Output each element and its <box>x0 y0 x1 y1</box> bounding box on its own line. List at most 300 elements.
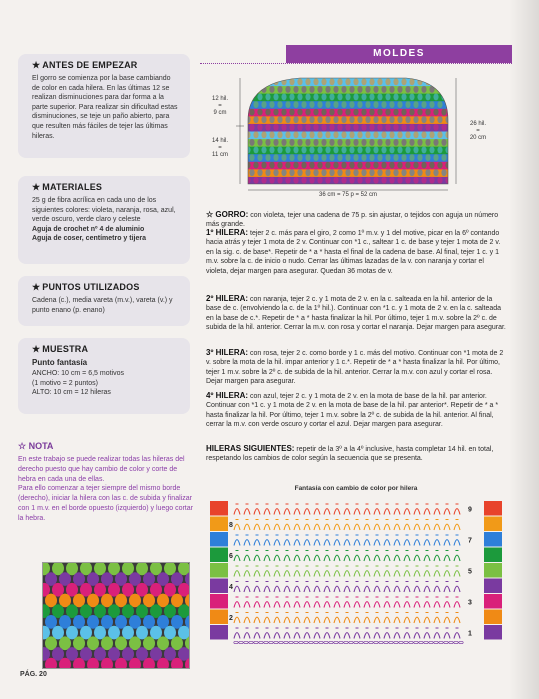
chart-stitch <box>424 597 430 608</box>
hat-stitch <box>289 124 294 131</box>
chart-row-number: 5 <box>468 568 472 576</box>
chart-stitch <box>254 566 260 577</box>
hat-stitch <box>441 154 446 161</box>
chart-stitch <box>324 613 330 624</box>
star-outline-icon: ☆ <box>206 210 216 219</box>
hat-stitch <box>397 162 402 169</box>
hat-stitch <box>333 131 338 138</box>
chart-chain-stitch <box>359 641 363 643</box>
hat-stitch <box>401 154 406 161</box>
chart-chain-stitch <box>369 641 373 643</box>
chart-stitch <box>444 597 450 608</box>
chart-chain-stitch <box>389 641 393 643</box>
chart-stitch <box>344 613 350 624</box>
hat-stitch <box>369 154 374 161</box>
hat-stitch <box>293 86 298 93</box>
hat-stitch <box>421 131 426 138</box>
chart-color-bar-left <box>210 563 228 578</box>
chart-stitch <box>384 582 390 593</box>
nota-text1: En este trabajo se puede realizar todas las hileras del derecho puesto que hay cambio de color y corte de hebra en cada una de ellas. <box>18 456 185 483</box>
hat-stitch <box>421 101 426 108</box>
chart-stitch <box>434 504 440 515</box>
chart-row-number: 6 <box>229 552 233 560</box>
hat-stitch <box>317 177 322 184</box>
chart-stitch <box>384 520 390 531</box>
chart-stitch <box>324 597 330 608</box>
hat-stitch <box>309 131 314 138</box>
hat-stitch <box>341 116 346 123</box>
hat-stitch <box>293 162 298 169</box>
chart-row-number: 4 <box>229 583 233 591</box>
chart-stitch <box>344 582 350 593</box>
hat-stitch <box>425 93 430 100</box>
dim-top-left-3: 9 cm <box>213 110 227 116</box>
chart-stitch <box>414 613 420 624</box>
hilera4-text: con azul, tejer 2 c. y 1 mota de 2 v. en la mota de base de la hil. par anterior. Continuar con *1 c. y 1 mota de 2 v. en la mota de base de la hil. par anterior*. Repetir de * a * hasta finalizar la hil. Por último, tejer 1 m.v. sobre la 2º c. de subida de la hil. anterior. Al final, cerrar la m.v. con verde oscuro y cortar el azul. Dejar margen para asegurar. <box>206 393 499 429</box>
chart-stitch <box>344 551 350 562</box>
chart-stitch <box>294 628 300 639</box>
chart-chain-stitch <box>429 641 433 643</box>
hat-stitch <box>349 101 354 108</box>
hat-stitch <box>249 169 254 176</box>
hilera3-text: con rosa, tejer 2 c. como borde y 1 c. más del motivo. Continuar con *1 mota de 2 v. sobre la mota de la hil. impar anterior y 1 c.*. Repetir de * a * hasta finalizar la hil. Por último, tejer 1 m.v. sobre la 2º c. de subida de la hil. anterior. Cerrar la m.v. con azul y cortar el rosa. Dejar margen para asegurar. <box>206 350 504 386</box>
chart-chain-stitch <box>394 641 398 643</box>
chart-stitch <box>324 582 330 593</box>
hat-stitch <box>409 109 414 116</box>
hat-stitch <box>397 116 402 123</box>
hat-stitch <box>289 169 294 176</box>
hat-stitch <box>297 154 302 161</box>
chart-stitch <box>304 582 310 593</box>
hat-stitch <box>393 124 398 131</box>
chart-stitch <box>324 566 330 577</box>
hat-stitch <box>253 116 258 123</box>
hat-stitch <box>277 162 282 169</box>
chart-stitch <box>334 582 340 593</box>
hat-stitch <box>349 162 354 169</box>
chart-stitch <box>274 582 280 593</box>
chart-stitch <box>264 597 270 608</box>
hat-stitch <box>249 124 254 131</box>
chart-stitch <box>264 551 270 562</box>
hat-stitch <box>341 131 346 138</box>
chart-stitch <box>354 535 360 546</box>
chart-stitch <box>434 535 440 546</box>
chart-stitch <box>454 582 460 593</box>
chart-chain-stitch <box>309 641 313 643</box>
chart-chain-stitch <box>459 641 463 643</box>
hat-stitch <box>417 124 422 131</box>
hat-stitch <box>325 86 330 93</box>
hat-stitch <box>349 86 354 93</box>
hat-stripes <box>240 78 460 185</box>
hat-stitch <box>369 169 374 176</box>
hilera4-title: 4º HILERA: <box>206 391 249 400</box>
hat-stitch <box>253 177 258 184</box>
hileras-siguientes-text: repetir de la 3º a la 4º inclusive, hasta completar 14 hil. en total, respetando los cambios de color según la secuencia que se presenta. <box>206 446 494 463</box>
chart-stitch <box>384 551 390 562</box>
hat-stitch <box>317 86 322 93</box>
swatch-photo <box>42 562 190 669</box>
chart-color-bar-right <box>484 517 502 532</box>
muestra-line1: ANCHO: 10 cm = 6,5 motivos <box>32 370 125 377</box>
chart-stitch <box>264 504 270 515</box>
chart-stitch <box>294 582 300 593</box>
chart-row-number: 1 <box>468 630 472 638</box>
chart-stitch <box>384 613 390 624</box>
hat-stitch <box>437 86 442 93</box>
hat-stitch <box>413 116 418 123</box>
chart-stitch <box>334 566 340 577</box>
chart-stitch <box>284 551 290 562</box>
chart-stitch <box>404 504 410 515</box>
chart-stitch <box>364 535 370 546</box>
hat-stitch <box>429 101 434 108</box>
hat-stitch <box>333 146 338 153</box>
chart-chain-stitch <box>399 641 403 643</box>
chart-stitch <box>324 520 330 531</box>
hat-stitch <box>393 109 398 116</box>
chart-stitch <box>274 504 280 515</box>
hat-stitch <box>337 78 342 85</box>
chart-stitch <box>304 628 310 639</box>
hat-stitch <box>301 146 306 153</box>
chart-stitch <box>234 613 240 624</box>
chart-stitch <box>284 520 290 531</box>
hat-stitch <box>345 139 350 146</box>
chart-stitch <box>354 582 360 593</box>
hat-stitch <box>433 78 438 85</box>
hat-stitch <box>381 146 386 153</box>
star-icon: ★ <box>32 60 41 70</box>
puntos-text: Cadena (c.), media vareta (m.v.), vareta (v.) y punto enano (p. enano) <box>32 297 173 314</box>
chart-color-bar-right <box>484 563 502 578</box>
chart-stitch <box>404 566 410 577</box>
hat-stitch <box>321 154 326 161</box>
hat-stitch <box>329 124 334 131</box>
hat-stitch <box>369 139 374 146</box>
chart-stitch <box>414 535 420 546</box>
hat-stitch <box>301 177 306 184</box>
chart-color-bar-left <box>210 579 228 594</box>
hilera2-title: 2º HILERA: <box>206 294 249 303</box>
chart-stitch <box>314 504 320 515</box>
hat-stitch <box>325 116 330 123</box>
chart-color-bar-left <box>210 548 228 563</box>
hat-stitch <box>245 86 250 93</box>
hat-stitch <box>257 154 262 161</box>
hat-stitch <box>405 116 410 123</box>
hat-stitch <box>273 154 278 161</box>
hat-stitch <box>409 154 414 161</box>
hat-stitch <box>365 162 370 169</box>
chart-title: Fantasía con cambio de color por hilera <box>294 485 418 492</box>
chart-stitch <box>244 551 250 562</box>
hat-stitch <box>385 139 390 146</box>
materiales-line2: Aguja de crochet nº 4 de aluminio <box>32 225 145 233</box>
hat-stitch <box>321 124 326 131</box>
chart-stitch <box>374 535 380 546</box>
hat-stitch <box>349 116 354 123</box>
chart-chain-stitch <box>324 641 328 643</box>
hat-stitch <box>305 93 310 100</box>
hat-stitch <box>405 131 410 138</box>
chart-stitch <box>284 566 290 577</box>
chart-stitch <box>284 535 290 546</box>
chart-stitch <box>444 582 450 593</box>
hat-stitch <box>329 154 334 161</box>
hat-stitch <box>301 86 306 93</box>
hat-stitch <box>373 131 378 138</box>
hat-stitch <box>261 177 266 184</box>
hat-stitch <box>325 101 330 108</box>
chart-stitch <box>454 504 460 515</box>
hat-stitch <box>285 131 290 138</box>
chart-chain-stitch <box>279 641 283 643</box>
hat-stitch <box>385 154 390 161</box>
hat-stitch <box>285 162 290 169</box>
hat-stitch <box>389 116 394 123</box>
chart-color-bar-right <box>484 594 502 609</box>
puntos-box <box>18 276 190 326</box>
hat-stitch <box>365 86 370 93</box>
chart-stitch <box>274 613 280 624</box>
hat-stitch <box>265 93 270 100</box>
hat-stitch <box>345 78 350 85</box>
hat-stitch <box>349 146 354 153</box>
hat-stitch <box>317 162 322 169</box>
chart-stitch <box>364 628 370 639</box>
chart-chain-stitch <box>259 641 263 643</box>
chart-stitch <box>374 551 380 562</box>
gorro-section <box>206 210 506 230</box>
hat-stitch <box>405 86 410 93</box>
moldes-header: MOLDES <box>286 45 512 63</box>
hileras-siguientes-section <box>206 444 506 464</box>
hat-stitch <box>333 177 338 184</box>
chart-stitch <box>334 551 340 562</box>
hat-stitch <box>373 146 378 153</box>
chart-stitch <box>274 535 280 546</box>
hat-stitch <box>437 131 442 138</box>
hat-stitch <box>425 78 430 85</box>
hat-stitch <box>433 139 438 146</box>
chart-stitch <box>294 535 300 546</box>
chart-stitch <box>254 535 260 546</box>
hat-stitch <box>281 154 286 161</box>
chart-stitch <box>244 504 250 515</box>
chart-stitch <box>374 613 380 624</box>
chart-chain-stitch <box>419 641 423 643</box>
hat-stitch <box>413 146 418 153</box>
chart-stitch <box>284 613 290 624</box>
hat-stitch <box>305 139 310 146</box>
hat-stitch <box>337 169 342 176</box>
chart-stitch <box>294 551 300 562</box>
chart-stitch <box>454 520 460 531</box>
chart-chain-stitch <box>449 641 453 643</box>
chart-stitch <box>424 520 430 531</box>
hat-stitch <box>293 177 298 184</box>
hat-stitch <box>321 93 326 100</box>
hat-stitch <box>353 169 358 176</box>
hilera1-section <box>206 228 506 276</box>
hat-stitch <box>417 169 422 176</box>
chart-stitch <box>404 613 410 624</box>
chart-color-bar-right <box>484 501 502 516</box>
chart-stitch <box>364 613 370 624</box>
hat-stitch <box>305 78 310 85</box>
hat-stitch <box>309 162 314 169</box>
hat-stitch <box>413 177 418 184</box>
chart-chain-stitch <box>319 641 323 643</box>
chart-stitch <box>424 566 430 577</box>
chart-stitch <box>404 628 410 639</box>
chart-stitch <box>374 628 380 639</box>
hat-stitch <box>317 131 322 138</box>
hat-stitch <box>425 154 430 161</box>
chart-chain-stitch <box>299 641 303 643</box>
hat-stitch <box>389 131 394 138</box>
hat-stitch <box>297 109 302 116</box>
hat-stitch <box>413 131 418 138</box>
chart-stitch <box>414 551 420 562</box>
chart-stitch <box>404 520 410 531</box>
nota-section <box>18 441 193 524</box>
hat-stitch <box>285 101 290 108</box>
hat-stitch <box>365 131 370 138</box>
hat-stitch <box>441 124 446 131</box>
chart-stitch <box>234 582 240 593</box>
hat-stitch <box>337 93 342 100</box>
hat-stitch <box>313 109 318 116</box>
hat-stitch <box>421 177 426 184</box>
hat-stitch <box>313 93 318 100</box>
hat-stitch <box>265 169 270 176</box>
chart-stitch <box>344 566 350 577</box>
hat-stitch <box>381 131 386 138</box>
chart-chain-stitch <box>264 641 268 643</box>
chart-stitch <box>434 597 440 608</box>
chart-stitch <box>454 613 460 624</box>
hat-stitch <box>397 131 402 138</box>
hat-stitch <box>361 139 366 146</box>
chart-stitch <box>354 628 360 639</box>
chart-stitch <box>454 628 460 639</box>
hat-stitch <box>281 139 286 146</box>
hat-stitch <box>297 78 302 85</box>
chart-stitch <box>424 504 430 515</box>
hat-stitch <box>369 93 374 100</box>
hat-stitch <box>405 146 410 153</box>
hat-stitch <box>429 177 434 184</box>
muestra-box <box>18 338 190 414</box>
hat-stitch <box>429 146 434 153</box>
hat-stitch <box>437 146 442 153</box>
hat-stitch <box>373 86 378 93</box>
chart-stitch <box>294 520 300 531</box>
hat-stitch <box>281 78 286 85</box>
muestra-subtitle: Punto fantasía <box>32 358 88 367</box>
hat-stitch <box>277 131 282 138</box>
hat-stitch <box>401 169 406 176</box>
hat-stitch <box>301 131 306 138</box>
chart-chain-stitch <box>314 641 318 643</box>
chart-color-bar-left <box>210 532 228 547</box>
chart-stitch <box>364 597 370 608</box>
chart-stitch <box>414 566 420 577</box>
hat-stitch <box>261 162 266 169</box>
hat-stitch <box>277 101 282 108</box>
hat-stitch <box>373 116 378 123</box>
hat-stitch <box>425 139 430 146</box>
hat-stitch <box>381 86 386 93</box>
materiales-box <box>18 176 190 264</box>
hat-stitch <box>257 139 262 146</box>
chart-stitch <box>254 504 260 515</box>
hat-stitch <box>329 78 334 85</box>
hat-stitch <box>421 146 426 153</box>
chart-row-number: 3 <box>468 599 472 607</box>
hat-stitch <box>377 169 382 176</box>
chart-stitch <box>254 551 260 562</box>
chart-chain-stitch <box>434 641 438 643</box>
stitch-chart <box>206 497 506 657</box>
muestra-line2: (1 motivo = 2 puntos) <box>32 379 98 387</box>
hat-stitch <box>265 109 270 116</box>
hat-stitch <box>417 78 422 85</box>
hat-stitch <box>325 177 330 184</box>
hat-stitch <box>413 101 418 108</box>
hat-stitch <box>289 154 294 161</box>
hat-stitch <box>349 131 354 138</box>
chart-chain-stitch <box>349 641 353 643</box>
dim-bottom-left-3: 11 cm <box>212 152 228 158</box>
hat-stitch <box>341 146 346 153</box>
chart-stitch <box>364 551 370 562</box>
hat-stitch <box>345 93 350 100</box>
chart-chain-stitch <box>284 641 288 643</box>
chart-stitch <box>274 520 280 531</box>
chart-stitch <box>394 520 400 531</box>
chart-stitch <box>374 597 380 608</box>
hat-stitch <box>329 93 334 100</box>
dim-right-2: = <box>476 128 480 134</box>
hat-stitch <box>285 86 290 93</box>
hat-stitch <box>341 86 346 93</box>
hat-stitch <box>429 131 434 138</box>
antes-text: El gorro se comienza por la base cambiando de color en cada hilera. En las últimas 12 se realizan disminuciones para dar forma a la parte superior. Para realizar sin dificultad estas disminuciones, se teje un paño abierto, para que resulten más fáciles de tejer las últimas hileras. <box>32 75 178 140</box>
hat-stitch <box>253 86 258 93</box>
dim-right-1: 26 hil. <box>469 121 487 127</box>
chart-stitch <box>294 613 300 624</box>
hat-stitch <box>433 154 438 161</box>
chart-stitch <box>374 504 380 515</box>
hat-stitch <box>381 177 386 184</box>
chart-stitch <box>404 582 410 593</box>
page-number: PÁG. 20 <box>20 671 47 678</box>
chart-stitch <box>364 520 370 531</box>
chart-stitch <box>334 613 340 624</box>
chart-stitch <box>234 566 240 577</box>
chart-stitch <box>234 535 240 546</box>
hat-stitch <box>257 124 262 131</box>
chart-stitch <box>344 535 350 546</box>
hat-stitch <box>325 162 330 169</box>
chart-chain-stitch <box>294 641 298 643</box>
hat-stitch <box>317 116 322 123</box>
hat-stitch <box>337 154 342 161</box>
